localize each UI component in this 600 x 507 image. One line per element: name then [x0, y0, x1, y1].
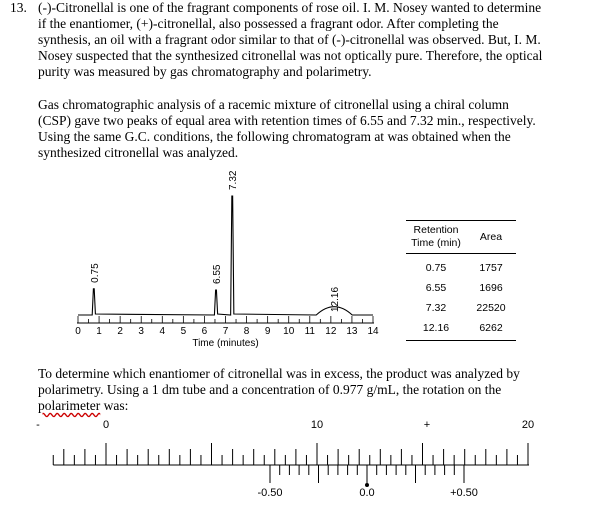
x-tick-label: 1 [96, 326, 102, 337]
x-tick-label: 11 [304, 326, 315, 337]
main-scale-label: 20 [521, 419, 535, 431]
x-tick-label: 0 [75, 326, 81, 337]
x-tick-label: 5 [180, 326, 187, 337]
peak-label: 0.75 [89, 263, 101, 283]
peak-label: 12.16 [330, 286, 342, 312]
vernier-label: 0.0 [359, 487, 375, 499]
x-axis-title: Time (minutes) [192, 338, 259, 349]
polar-line: polarimeter was: [38, 398, 129, 413]
x-tick-label: 7 [222, 326, 229, 337]
peak-label: 6.55 [212, 264, 224, 285]
gc-line: Gas chromatographic analysis of a racemic mixture of citronellal using a chiral column [38, 97, 509, 112]
table-row: 0.75 1757 [425, 262, 503, 274]
table-row: 7.32 22520 [425, 302, 506, 314]
polar-line: polarimetry. Using a 1 dm tube and a concentration of 0.977 g/mL, the rotation on the [38, 382, 502, 397]
x-tick-label: 14 [367, 326, 379, 337]
intro-line: if the enantiomer, (+)-citronellal, also possessed a fragrant odor. After completing the [38, 16, 499, 31]
main-scale-label: 10 [310, 419, 324, 431]
x-tick-label: 6 [201, 326, 208, 337]
x-tick-label: 8 [243, 326, 250, 337]
intro-line: synthesis, an oil with a fragrant odor similar to that of (-)-citronellal was observed. But, I. M. [38, 32, 541, 47]
main-scale-label: + [423, 419, 431, 431]
x-tick-label: 9 [264, 326, 271, 337]
gc-line: (CSP) gave two peaks of equal area with retention times of 6.55 and 7.32 min., respectively. [38, 113, 536, 128]
intro-line: Nosey suspected that the synthesized citronellal was not optically pure. Therefore, the optical [38, 48, 543, 63]
x-tick-label: 4 [159, 326, 166, 337]
polar-line: To determine which enantiomer of citronellal was in excess, the product was analyzed by [38, 366, 520, 381]
x-tick-label: 12 [325, 326, 337, 337]
table-row: 6.55 1696 [425, 282, 503, 294]
main-scale-label: - [36, 419, 40, 431]
table-row: 12.16 6262 [422, 322, 503, 334]
header-retention-time: Retention Time (min) [411, 224, 461, 249]
gc-line: synthesized citronellal was analyzed. [38, 145, 239, 160]
x-tick-label: 3 [138, 326, 144, 337]
x-tick-label: 10 [283, 326, 295, 337]
vernier-label: +0.50 [450, 487, 478, 499]
x-tick-label: 2 [117, 326, 123, 337]
intro-line: purity was measured by gas chromatography and polarimetry. [38, 64, 372, 79]
peak-label: 7.32 [228, 170, 240, 190]
gc-line: Using the same G.C. conditions, the following chromatogram at was obtained when the [38, 129, 511, 144]
polarimeter-word: polarimeter [38, 398, 101, 413]
vernier-label: -0.50 [257, 487, 283, 499]
main-scale-label: 0 [102, 419, 110, 431]
x-tick-label: 13 [346, 326, 358, 337]
intro-line: (-)-Citronellal is one of the fragrant components of rose oil. I. M. Nosey wanted to determine [38, 0, 542, 15]
question-number: 13. [10, 0, 27, 15]
header-area: Area [479, 231, 503, 243]
